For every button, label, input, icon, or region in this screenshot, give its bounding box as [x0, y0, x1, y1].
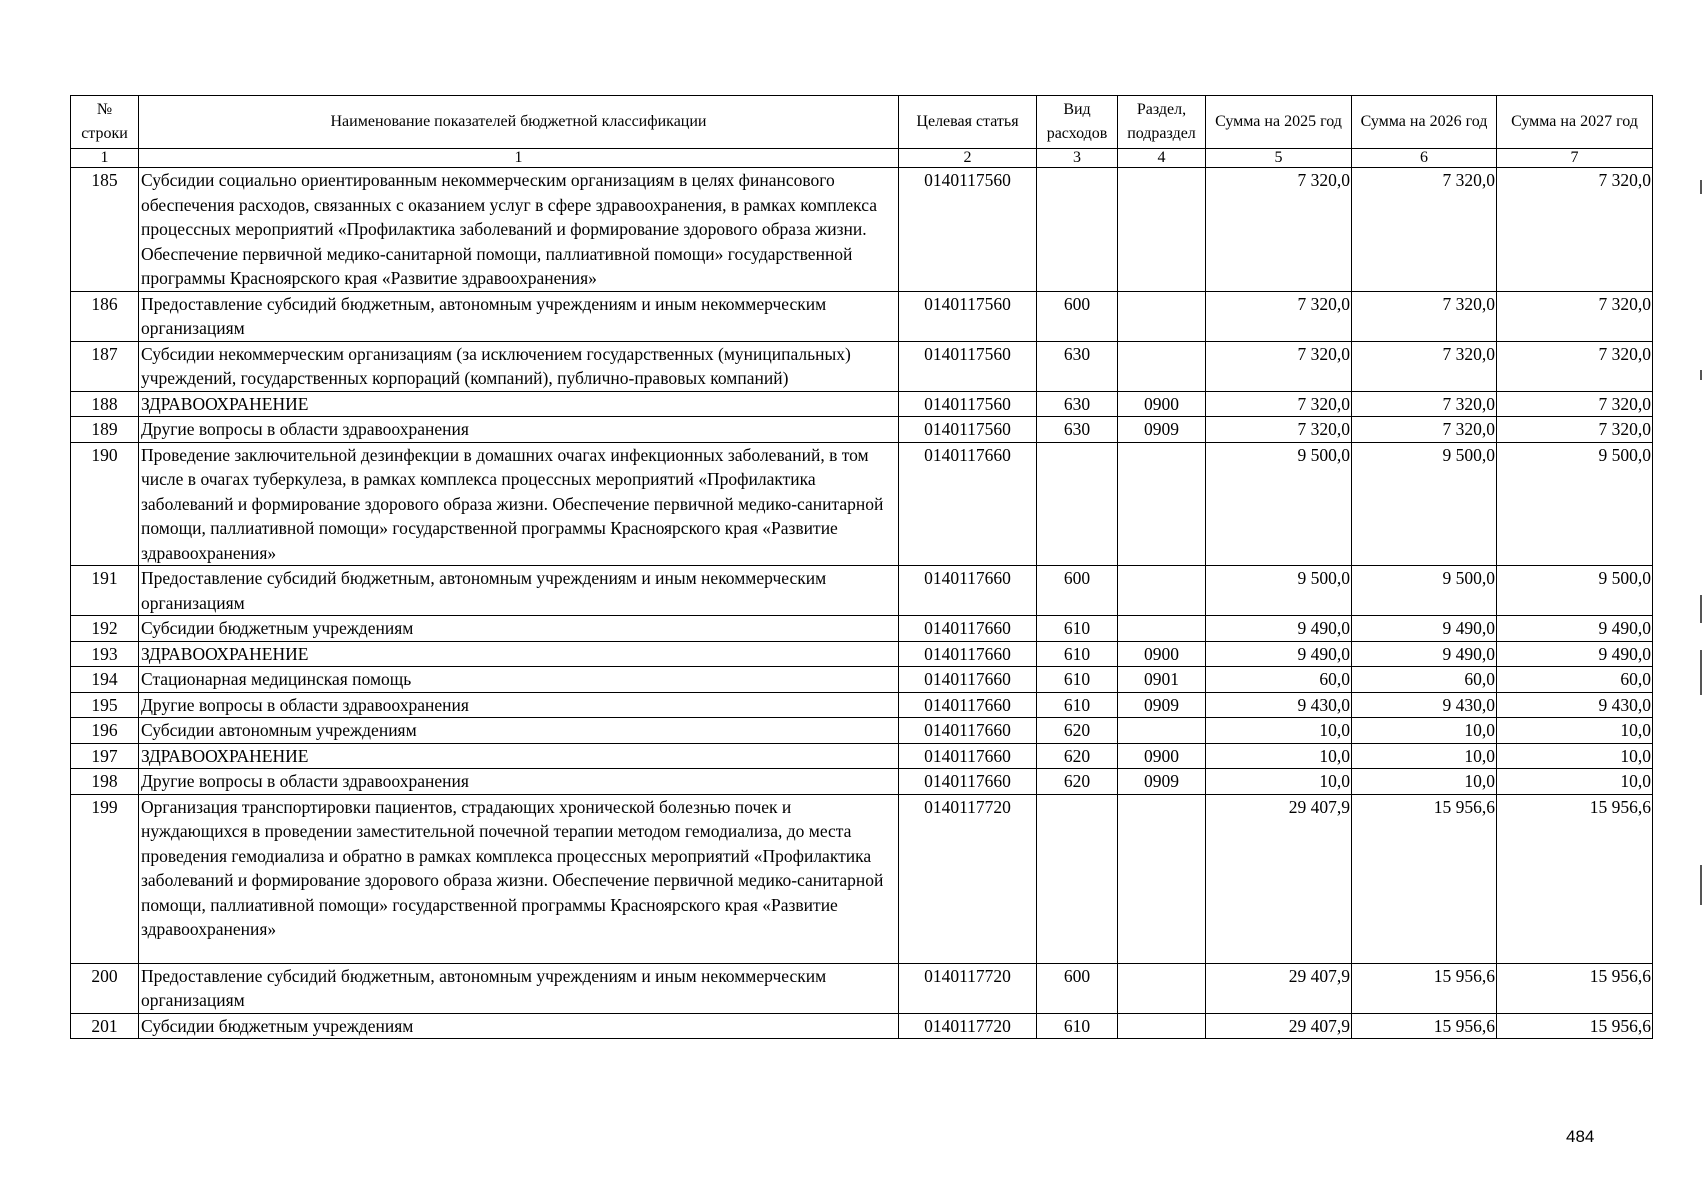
- row-sum-2027: 9 500,0: [1497, 442, 1653, 566]
- row-sum-2025: 9 500,0: [1206, 442, 1352, 566]
- row-sum-2025: 7 320,0: [1206, 291, 1352, 341]
- column-numbers-row: [71, 149, 1653, 168]
- row-expense-type: 630: [1037, 341, 1118, 391]
- budget-table: [70, 95, 1653, 1039]
- scan-artifact: [1700, 595, 1702, 623]
- table-row: [71, 616, 1653, 642]
- row-name: Предоставление субсидий бюджетным, автономным учреждениям и иным некоммерческим организациям: [139, 566, 899, 616]
- row-sum-2027: 7 320,0: [1497, 391, 1653, 417]
- column-number: 2: [899, 149, 1037, 168]
- scan-artifact: [1700, 650, 1702, 695]
- row-target-code: 0140117660: [899, 667, 1037, 693]
- scan-artifact: [1700, 180, 1702, 194]
- row-section: 0909: [1118, 769, 1206, 795]
- column-number: 1: [139, 149, 899, 168]
- row-number: 190: [71, 442, 139, 566]
- row-number: 193: [71, 641, 139, 667]
- row-target-code: 0140117660: [899, 718, 1037, 744]
- row-sum-2026: 7 320,0: [1352, 417, 1497, 443]
- row-target-code: 0140117660: [899, 442, 1037, 566]
- row-name: Субсидии бюджетным учреждениям: [139, 616, 899, 642]
- scan-artifact: [1700, 865, 1702, 905]
- row-sum-2026: 60,0: [1352, 667, 1497, 693]
- row-section: 0900: [1118, 641, 1206, 667]
- row-target-code: 0140117660: [899, 769, 1037, 795]
- row-name: Организация транспортировки пациентов, страдающих хронической болезнью почек и нуждающихся в проведении заместительной почечной терапии методом гемодиализа, до места проведения гемодиализа и обратно в рамках комплекса процессных мероприятий «Профилактика заболеваний и формирование здорового образа жизни. Обеспечение первичной медико-санитарной помощи, паллиативной помощи» государственной программы Красноярского края «Развитие здравоохранения»: [139, 794, 899, 963]
- row-name: Другие вопросы в области здравоохранения: [139, 769, 899, 795]
- row-sum-2026: 9 490,0: [1352, 641, 1497, 667]
- row-section: 0900: [1118, 743, 1206, 769]
- table-row: [71, 794, 1653, 963]
- row-target-code: 0140117660: [899, 566, 1037, 616]
- row-sum-2025: 9 490,0: [1206, 616, 1352, 642]
- row-section: [1118, 1013, 1206, 1039]
- row-expense-type: [1037, 442, 1118, 566]
- row-name: Предоставление субсидий бюджетным, автономным учреждениям и иным некоммерческим организациям: [139, 291, 899, 341]
- header-razdel: Раздел, подраздел: [1118, 96, 1206, 149]
- row-name: Субсидии бюджетным учреждениям: [139, 1013, 899, 1039]
- row-section: [1118, 794, 1206, 963]
- row-sum-2027: 10,0: [1497, 743, 1653, 769]
- row-section: [1118, 442, 1206, 566]
- row-expense-type: 620: [1037, 718, 1118, 744]
- table-row: [71, 291, 1653, 341]
- row-sum-2027: 7 320,0: [1497, 341, 1653, 391]
- table-row: [71, 168, 1653, 292]
- row-target-code: 0140117720: [899, 794, 1037, 963]
- header-row-no: № строки: [71, 96, 139, 149]
- row-sum-2026: 7 320,0: [1352, 391, 1497, 417]
- row-number: 195: [71, 692, 139, 718]
- table-row: [71, 963, 1653, 1013]
- row-target-code: 0140117660: [899, 616, 1037, 642]
- row-expense-type: 610: [1037, 641, 1118, 667]
- row-name: Другие вопросы в области здравоохранения: [139, 417, 899, 443]
- row-expense-type: 600: [1037, 566, 1118, 616]
- column-number: 5: [1206, 149, 1352, 168]
- header-sum-2025: Сумма на 2025 год: [1206, 96, 1352, 149]
- row-section: [1118, 566, 1206, 616]
- column-number: 1: [71, 149, 139, 168]
- row-target-code: 0140117560: [899, 168, 1037, 292]
- row-section: 0909: [1118, 692, 1206, 718]
- column-number: 6: [1352, 149, 1497, 168]
- row-name: ЗДРАВООХРАНЕНИЕ: [139, 743, 899, 769]
- row-sum-2026: 9 500,0: [1352, 442, 1497, 566]
- row-number: 197: [71, 743, 139, 769]
- row-name: ЗДРАВООХРАНЕНИЕ: [139, 641, 899, 667]
- row-sum-2025: 7 320,0: [1206, 341, 1352, 391]
- row-number: 194: [71, 667, 139, 693]
- row-name: Предоставление субсидий бюджетным, автономным учреждениям и иным некоммерческим организациям: [139, 963, 899, 1013]
- row-sum-2027: 9 430,0: [1497, 692, 1653, 718]
- row-sum-2026: 9 500,0: [1352, 566, 1497, 616]
- row-number: 188: [71, 391, 139, 417]
- row-name: Стационарная медицинская помощь: [139, 667, 899, 693]
- row-sum-2025: 29 407,9: [1206, 963, 1352, 1013]
- table-row: [71, 692, 1653, 718]
- row-section: [1118, 616, 1206, 642]
- table-row: [71, 641, 1653, 667]
- row-section: 0900: [1118, 391, 1206, 417]
- row-expense-type: 610: [1037, 667, 1118, 693]
- table-row: [71, 417, 1653, 443]
- row-expense-type: 620: [1037, 743, 1118, 769]
- row-number: 189: [71, 417, 139, 443]
- row-sum-2027: 15 956,6: [1497, 1013, 1653, 1039]
- row-name: Другие вопросы в области здравоохранения: [139, 692, 899, 718]
- row-sum-2027: 7 320,0: [1497, 291, 1653, 341]
- row-name: Субсидии автономным учреждениям: [139, 718, 899, 744]
- row-expense-type: [1037, 168, 1118, 292]
- row-expense-type: 620: [1037, 769, 1118, 795]
- row-sum-2025: 29 407,9: [1206, 794, 1352, 963]
- row-sum-2025: 60,0: [1206, 667, 1352, 693]
- row-target-code: 0140117720: [899, 1013, 1037, 1039]
- row-target-code: 0140117660: [899, 692, 1037, 718]
- header-vid: Вид расходов: [1037, 96, 1118, 149]
- table-row: [71, 391, 1653, 417]
- column-number: 4: [1118, 149, 1206, 168]
- table-row: [71, 341, 1653, 391]
- row-sum-2026: 7 320,0: [1352, 341, 1497, 391]
- row-sum-2026: 10,0: [1352, 769, 1497, 795]
- row-section: [1118, 168, 1206, 292]
- row-sum-2027: 10,0: [1497, 769, 1653, 795]
- row-section: [1118, 341, 1206, 391]
- row-sum-2027: 7 320,0: [1497, 168, 1653, 292]
- table-row: [71, 667, 1653, 693]
- row-number: 196: [71, 718, 139, 744]
- row-target-code: 0140117560: [899, 291, 1037, 341]
- row-sum-2027: 9 490,0: [1497, 641, 1653, 667]
- row-number: 199: [71, 794, 139, 963]
- row-section: [1118, 291, 1206, 341]
- row-sum-2026: 9 490,0: [1352, 616, 1497, 642]
- row-sum-2026: 7 320,0: [1352, 168, 1497, 292]
- row-sum-2026: 15 956,6: [1352, 794, 1497, 963]
- row-sum-2025: 29 407,9: [1206, 1013, 1352, 1039]
- row-expense-type: 630: [1037, 391, 1118, 417]
- row-number: 187: [71, 341, 139, 391]
- row-sum-2025: 7 320,0: [1206, 391, 1352, 417]
- row-sum-2025: 10,0: [1206, 718, 1352, 744]
- row-sum-2025: 10,0: [1206, 769, 1352, 795]
- table-row: [71, 566, 1653, 616]
- header-target: Целевая статья: [899, 96, 1037, 149]
- header-sum-2026: Сумма на 2026 год: [1352, 96, 1497, 149]
- row-expense-type: 630: [1037, 417, 1118, 443]
- row-sum-2025: 10,0: [1206, 743, 1352, 769]
- row-expense-type: 610: [1037, 692, 1118, 718]
- row-sum-2026: 15 956,6: [1352, 963, 1497, 1013]
- header-row: [71, 96, 1653, 149]
- table-row: [71, 718, 1653, 744]
- row-number: 186: [71, 291, 139, 341]
- row-section: 0909: [1118, 417, 1206, 443]
- row-sum-2027: 15 956,6: [1497, 963, 1653, 1013]
- table-row: [71, 442, 1653, 566]
- row-sum-2026: 7 320,0: [1352, 291, 1497, 341]
- row-target-code: 0140117560: [899, 391, 1037, 417]
- header-sum-2027: Сумма на 2027 год: [1497, 96, 1653, 149]
- table-row: [71, 1013, 1653, 1039]
- row-sum-2025: 9 490,0: [1206, 641, 1352, 667]
- row-sum-2025: 9 430,0: [1206, 692, 1352, 718]
- row-section: [1118, 963, 1206, 1013]
- row-sum-2027: 10,0: [1497, 718, 1653, 744]
- row-expense-type: [1037, 794, 1118, 963]
- table-row: [71, 769, 1653, 795]
- row-sum-2026: 10,0: [1352, 743, 1497, 769]
- row-number: 192: [71, 616, 139, 642]
- row-sum-2025: 9 500,0: [1206, 566, 1352, 616]
- row-sum-2027: 9 500,0: [1497, 566, 1653, 616]
- header-name: Наименование показателей бюджетной классификации: [139, 96, 899, 149]
- row-target-code: 0140117660: [899, 641, 1037, 667]
- row-section: 0901: [1118, 667, 1206, 693]
- row-sum-2026: 9 430,0: [1352, 692, 1497, 718]
- row-target-code: 0140117560: [899, 341, 1037, 391]
- row-sum-2027: 60,0: [1497, 667, 1653, 693]
- row-name: Субсидии некоммерческим организациям (за исключением государственных (муниципальных) учреждений, государственных корпораций (компаний), публично-правовых компаний): [139, 341, 899, 391]
- row-number: 201: [71, 1013, 139, 1039]
- row-sum-2026: 15 956,6: [1352, 1013, 1497, 1039]
- row-expense-type: 610: [1037, 616, 1118, 642]
- row-sum-2027: 9 490,0: [1497, 616, 1653, 642]
- row-sum-2027: 7 320,0: [1497, 417, 1653, 443]
- row-sum-2026: 10,0: [1352, 718, 1497, 744]
- row-section: [1118, 718, 1206, 744]
- table-row: [71, 743, 1653, 769]
- column-number: 3: [1037, 149, 1118, 168]
- row-number: 191: [71, 566, 139, 616]
- row-expense-type: 610: [1037, 1013, 1118, 1039]
- column-number: 7: [1497, 149, 1653, 168]
- row-sum-2027: 15 956,6: [1497, 794, 1653, 963]
- page-number: 484: [1566, 1127, 1595, 1146]
- row-name: Субсидии социально ориентированным некоммерческим организациям в целях финансового обеспечения расходов, связанных с оказанием услуг в сфере здравоохранения, в рамках комплекса процессных мероприятий «Профилактика заболеваний и формирование здорового образа жизни. Обеспечение первичной медико-санитарной помощи, паллиативной помощи» государственной программы Красноярского края «Развитие здравоохранения»: [139, 168, 899, 292]
- row-sum-2025: 7 320,0: [1206, 168, 1352, 292]
- row-number: 198: [71, 769, 139, 795]
- row-number: 185: [71, 168, 139, 292]
- row-number: 200: [71, 963, 139, 1013]
- row-sum-2025: 7 320,0: [1206, 417, 1352, 443]
- row-expense-type: 600: [1037, 963, 1118, 1013]
- row-name: ЗДРАВООХРАНЕНИЕ: [139, 391, 899, 417]
- scan-artifact: [1700, 370, 1702, 380]
- row-name: Проведение заключительной дезинфекции в домашних очагах инфекционных заболеваний, в том числе в очагах туберкулеза, в рамках комплекса процессных мероприятий «Профилактика заболеваний и формирование здорового образа жизни. Обеспечение первичной медико-санитарной помощи, паллиативной помощи» государственной программы Красноярского края «Развитие здравоохранения»: [139, 442, 899, 566]
- row-target-code: 0140117560: [899, 417, 1037, 443]
- row-target-code: 0140117660: [899, 743, 1037, 769]
- row-target-code: 0140117720: [899, 963, 1037, 1013]
- row-expense-type: 600: [1037, 291, 1118, 341]
